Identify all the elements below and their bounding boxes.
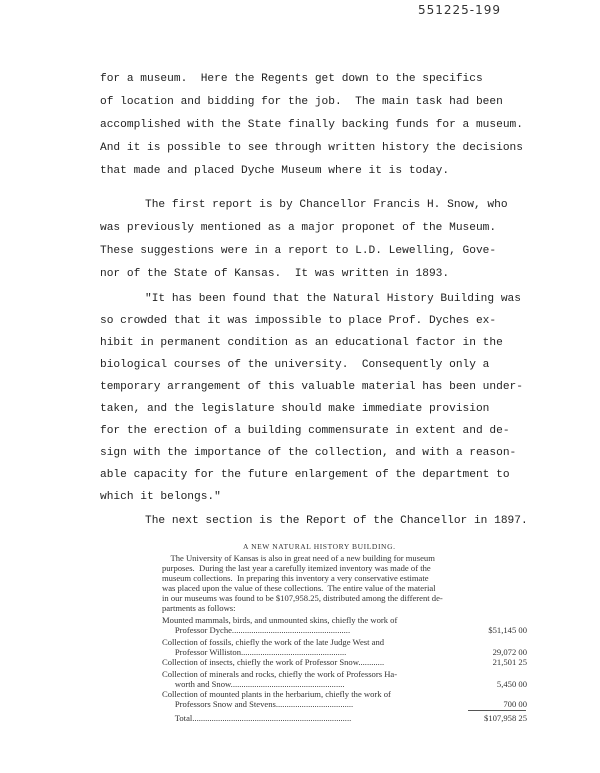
document-id-stamp: 551225-199 bbox=[418, 3, 502, 17]
text-line: for a museum. Here the Regents get down to the specifics bbox=[100, 73, 483, 85]
text-line: "It has been found that the Natural History Building was bbox=[145, 293, 521, 305]
text-line: taken, and the legislature should make immediate provision bbox=[100, 403, 490, 415]
excerpt-line: The University of Kansas is also in great need of a new building for museum bbox=[162, 553, 435, 563]
collection-row bbox=[162, 657, 527, 667]
collection-row bbox=[162, 689, 527, 709]
paragraph-3: The next section is the Report of the Chancellor in 1897. bbox=[145, 515, 528, 527]
excerpt-line: partments as follows: bbox=[162, 603, 236, 613]
text-line: so crowded that it was impossible to place Prof. Dyches ex- bbox=[100, 315, 497, 327]
text-line: hibit in permanent condition as an educational factor in the bbox=[100, 337, 503, 349]
collection-desc: Mounted mammals, birds, and unmounted skins, chiefly the work of bbox=[162, 615, 398, 625]
collection-desc: Professor Dyche....................................................... bbox=[162, 625, 351, 635]
collection-desc: Professors Snow and Stevens.................................... bbox=[162, 699, 354, 709]
text-line: was previously mentioned as a major proponet of the Museum. bbox=[100, 222, 497, 234]
sum-rule bbox=[468, 710, 526, 711]
text-line: that made and placed Dyche Museum where it is today. bbox=[100, 165, 450, 177]
text-line: nor of the State of Kansas. It was written in 1893. bbox=[100, 268, 450, 280]
collection-row bbox=[162, 615, 527, 635]
collection-amount: 5,450 00 bbox=[496, 679, 527, 689]
collection-desc: Collection of minerals and rocks, chiefly the work of Professors Ha- bbox=[162, 669, 398, 679]
collection-desc: Professor Williston................................................. bbox=[162, 647, 347, 657]
text-line: of location and bidding for the job. The main task had been bbox=[100, 96, 503, 108]
total-label: Total.......................................................................... bbox=[162, 713, 352, 723]
excerpt-line: was placed upon the value of these collections. The entire value of the material bbox=[162, 583, 436, 593]
collection-row bbox=[162, 669, 527, 689]
text-line: biological courses of the university. Consequently only a bbox=[100, 359, 490, 371]
collection-amount: 29,072 00 bbox=[492, 647, 527, 657]
text-line: accomplished with the State finally backing funds for a museum. bbox=[100, 119, 523, 131]
total-row bbox=[162, 713, 527, 723]
text-line: for the erection of a building commensurate in extent and de- bbox=[100, 425, 510, 437]
collection-desc: Collection of insects, chiefly the work of Professor Snow............ bbox=[162, 657, 385, 667]
collection-desc: Collection of fossils, chiefly the work of the late Judge West and bbox=[162, 637, 385, 647]
excerpt-line: in our museums was found to be $107,958.25, distributed among the different de- bbox=[162, 593, 443, 603]
collection-desc: Collection of mounted plants in the herbarium, chiefly the work of bbox=[162, 689, 391, 699]
text-line: These suggestions were in a report to L.D. Lewelling, Gove- bbox=[100, 245, 497, 257]
excerpt-title: A NEW NATURAL HISTORY BUILDING. bbox=[243, 542, 396, 551]
excerpt-line: purposes. During the last year a carefully itemized inventory was made of the bbox=[162, 563, 431, 573]
collection-amount: 700 00 bbox=[503, 699, 527, 709]
excerpt-line: museum collections. In preparing this inventory a very conservative estimate bbox=[162, 573, 429, 583]
collection-amount: $51,145 00 bbox=[488, 625, 527, 635]
text-line: The first report is by Chancellor Francis H. Snow, who bbox=[145, 199, 508, 211]
text-line: which it belongs." bbox=[100, 491, 221, 503]
collection-amount: 21,501 25 bbox=[492, 657, 527, 667]
collection-row bbox=[162, 637, 527, 657]
text-line: temporary arrangement of this valuable material has been under- bbox=[100, 381, 523, 393]
text-line: sign with the importance of the collection, and with a reason- bbox=[100, 447, 517, 459]
text-line: able capacity for the future enlargement of the department to bbox=[100, 469, 510, 481]
collection-desc: worth and Snow..................................................... bbox=[162, 679, 345, 689]
text-line: And it is possible to see through written history the decisions bbox=[100, 142, 523, 154]
total-amount: $107,958 25 bbox=[484, 713, 527, 723]
